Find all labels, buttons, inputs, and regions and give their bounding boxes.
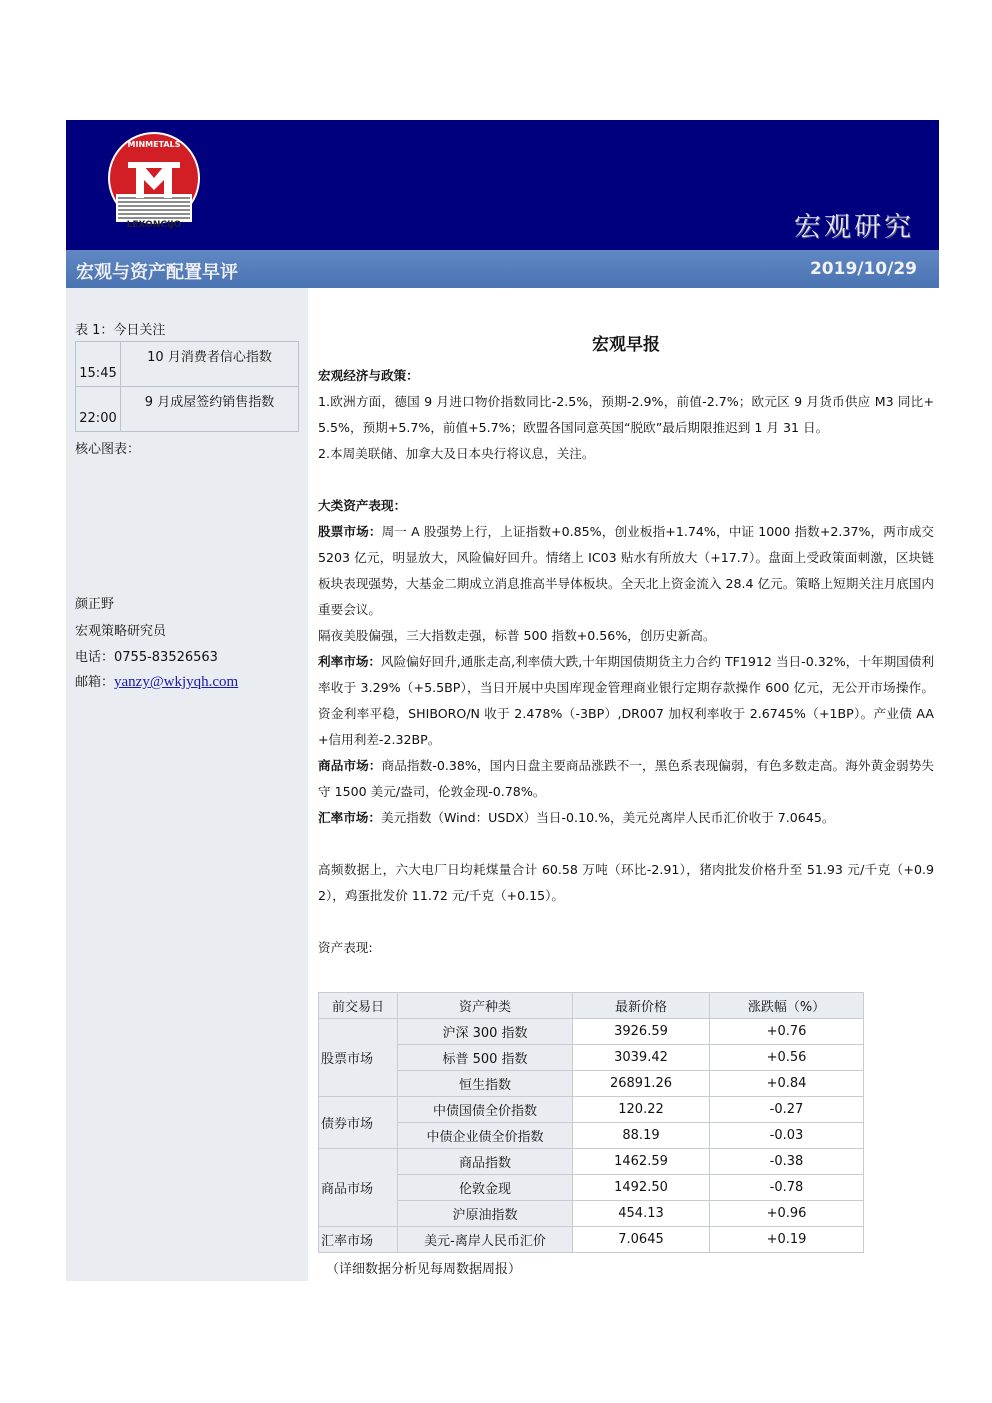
asset-change: -0.38 xyxy=(710,1149,864,1175)
sub-header-bar xyxy=(66,250,939,288)
report-title: 宏观早报 xyxy=(592,335,660,355)
header-cell: 前交易日 xyxy=(319,993,398,1019)
table-row xyxy=(319,1045,864,1071)
focus-row xyxy=(76,387,299,432)
asset-heading: 大类资产表现： xyxy=(318,498,407,513)
category-cell: 汇率市场 xyxy=(319,1227,398,1253)
macro-paragraph-2: 2.本周美联储、加拿大及日本央行将议息，关注。 xyxy=(318,446,595,461)
focus-row xyxy=(76,342,299,387)
header-cell: 资产种类 xyxy=(398,993,573,1019)
minmetals-logo xyxy=(100,132,208,230)
asset-performance-label: 资产表现: xyxy=(318,940,373,955)
asset-change: +0.96 xyxy=(710,1201,864,1227)
asset-name: 伦敦金现 xyxy=(398,1175,573,1201)
table-row xyxy=(319,1149,864,1175)
focus-event: 10 月消费者信心指数 xyxy=(121,342,299,387)
asset-price: 3926.59 xyxy=(573,1019,710,1045)
macro-heading: 宏观经济与政策： xyxy=(318,368,419,383)
asset-price: 26891.26 xyxy=(573,1071,710,1097)
asset-price: 1462.59 xyxy=(573,1149,710,1175)
focus-time: 22:00 xyxy=(76,387,121,432)
stock-label: 股票市场： xyxy=(318,524,382,539)
table-row xyxy=(319,1175,864,1201)
report-date: 2019/10/29 xyxy=(809,259,917,279)
asset-change: -0.78 xyxy=(710,1175,864,1201)
email-label: 邮箱： xyxy=(75,675,115,690)
header-cell: 最新价格 xyxy=(573,993,710,1019)
logo-top-text: MINMETALS xyxy=(127,140,181,149)
asset-change: +0.76 xyxy=(710,1019,864,1045)
asset-name: 美元-离岸人民币汇价 xyxy=(398,1227,573,1253)
table-note: （详细数据分析见每周数据周报） xyxy=(326,1262,522,1277)
table-row xyxy=(319,1071,864,1097)
category-cell: 商品市场 xyxy=(319,1149,398,1227)
report-series-title: 宏观与资产配置早评 xyxy=(76,262,238,283)
core-charts-label: 核心图表： xyxy=(75,442,141,457)
high-frequency-paragraph: 高频数据上，六大电厂日均耗煤量合计 60.58 万吨（环比-2.91），猪肉批发价格升至 51.93 元/千克（+0.92），鸡蛋批发价 11.72 元/千克（+0.15）。 xyxy=(318,862,934,903)
focus-time: 15:45 xyxy=(76,342,121,387)
asset-price: 120.22 xyxy=(573,1097,710,1123)
focus-table-title: 表 1：今日关注 xyxy=(75,323,166,338)
asset-name: 标普 500 指数 xyxy=(398,1045,573,1071)
focus-event: 9 月成屋签约销售指数 xyxy=(121,387,299,432)
rate-label: 利率市场： xyxy=(318,654,382,669)
rate-text: 风险偏好回升,通胀走高,利率债大跌,十年期国债期货主力合约 TF1912 当日-0.32%，十年期国债利率收于 3.29%（+5.5BP），当日开展中央国库现金管理商业银行定期存款操作 600 亿元，无公开市场操作。资金利率平稳，SHIBORO/N 收于 2.478%（-3BP）,DR007 加权利率收于 2.6745%（+1BP）。产业债 AA+信用利差-2.32BP。 xyxy=(318,654,934,747)
table-row xyxy=(319,1019,864,1045)
asset-price: 7.0645 xyxy=(573,1227,710,1253)
stock-text: 周一 A 股强势上行，上证指数+0.85%，创业板指+1.74%，中证 1000 指数+2.37%，两市成交 5203 亿元，明显放大，风险偏好回升。情绪上 IC03 贴水有所放大（+17.7）。盘面上受政策面刺激，区块链板块表现强势，大基金二期成立消息推高半导体板块。全天北上资金流入 28.4 亿元。策略上短期关注月底国内重要会议。 xyxy=(318,524,935,617)
asset-table-header xyxy=(319,993,864,1019)
category-cell: 股票市场 xyxy=(319,1019,398,1097)
focus-table xyxy=(75,341,299,432)
asset-price: 3039.42 xyxy=(573,1045,710,1071)
asset-price: 1492.50 xyxy=(573,1175,710,1201)
section-title: 宏观研究 xyxy=(794,212,914,243)
report-body xyxy=(318,330,934,961)
asset-name: 中债国债全价指数 xyxy=(398,1097,573,1123)
fx-paragraph xyxy=(318,805,934,831)
author-email-row xyxy=(75,671,238,691)
asset-price: 454.13 xyxy=(573,1201,710,1227)
asset-name: 沪深 300 指数 xyxy=(398,1019,573,1045)
table-row xyxy=(319,1227,864,1253)
asset-name: 恒生指数 xyxy=(398,1071,573,1097)
us-stock-paragraph: 隔夜美股偏强，三大指数走强，标普 500 指数+0.56%，创历史新高。 xyxy=(318,628,716,643)
email-link[interactable]: yanzy@wkjyqh.com xyxy=(114,674,239,690)
commodity-label: 商品市场： xyxy=(318,758,382,773)
asset-change: -0.27 xyxy=(710,1097,864,1123)
rate-paragraph xyxy=(318,649,934,753)
asset-change: +0.84 xyxy=(710,1071,864,1097)
asset-table xyxy=(318,992,864,1253)
sidebar xyxy=(66,288,308,1281)
asset-price: 88.19 xyxy=(573,1123,710,1149)
fx-text: 美元指数（Wind：USDX）当日-0.10.%，美元兑离岸人民币汇价收于 7.0645。 xyxy=(380,810,835,825)
asset-change: +0.19 xyxy=(710,1227,864,1253)
macro-paragraph-1: 1.欧洲方面，德国 9 月进口物价指数同比-2.5%，预期-2.9%，前值-2.7%；欧元区 9 月货币供应 M3 同比+5.5%，预期+5.7%，前值+5.7%；欧盟各国同意英国“脱欧”最后期限推迟到 1 月 31 日。 xyxy=(318,394,934,435)
header-cell: 涨跌幅（%） xyxy=(710,993,864,1019)
table-row xyxy=(319,1097,864,1123)
asset-name: 中债企业债全价指数 xyxy=(398,1123,573,1149)
commodity-paragraph xyxy=(318,753,934,805)
asset-name: 沪原油指数 xyxy=(398,1201,573,1227)
asset-name: 商品指数 xyxy=(398,1149,573,1175)
table-row xyxy=(319,1123,864,1149)
asset-change: -0.03 xyxy=(710,1123,864,1149)
author-phone: 电话：0755-83526563 xyxy=(75,650,218,665)
author-name: 颜正野 xyxy=(75,597,115,612)
fx-label: 汇率市场： xyxy=(318,810,381,825)
stock-paragraph xyxy=(318,519,934,623)
author-role: 宏观策略研究员 xyxy=(75,624,167,639)
table-row xyxy=(319,1201,864,1227)
logo-bottom-text: LEXONCIJO xyxy=(126,220,182,230)
asset-change: +0.56 xyxy=(710,1045,864,1071)
commodity-text: 商品指数-0.38%，国内日盘主要商品涨跌不一，黑色系表现偏弱，有色多数走高。海外黄金弱势失守 1500 美元/盎司，伦敦金现-0.78%。 xyxy=(318,758,934,799)
category-cell: 债券市场 xyxy=(319,1097,398,1149)
